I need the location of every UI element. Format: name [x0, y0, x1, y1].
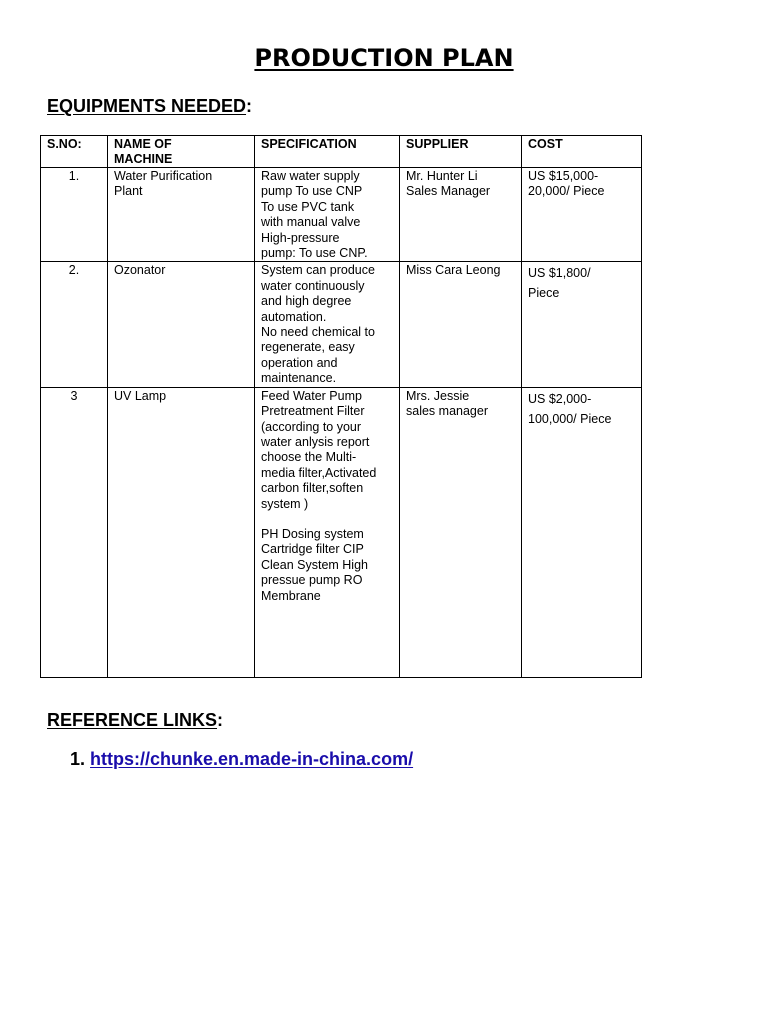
row-supplier: Miss Cara Leong	[400, 262, 522, 387]
row-supplier: Mrs. Jessie sales manager	[400, 387, 522, 677]
row-supplier: Mr. Hunter Li Sales Manager	[400, 168, 522, 262]
row-specification: System can produce water continuously and high degree automation. No need chemical to regenerate, easy operation and maintenance.	[255, 262, 400, 387]
row-cost: US $2,000- 100,000/ Piece	[522, 387, 642, 677]
specification-part-2: PH Dosing system Cartridge filter CIP Clean System High pressue pump RO Membrane	[261, 526, 368, 603]
equipment-section-heading	[47, 96, 252, 117]
column-header-cost: COST	[522, 136, 642, 168]
row-sno: 1.	[41, 168, 108, 262]
column-header-supplier: SUPPLIER	[400, 136, 522, 168]
link-number: 1.	[70, 749, 86, 769]
row-machine-name: Water Purification Plant	[108, 168, 255, 262]
equipment-heading-text: EQUIPMENTS NEEDED	[47, 96, 247, 116]
equipment-heading-colon: :	[246, 96, 253, 116]
reference-heading-text: REFERENCE LINKS	[47, 710, 218, 730]
table-row	[41, 387, 642, 677]
list-item	[70, 749, 413, 770]
row-specification	[255, 387, 400, 677]
reference-links-list	[70, 749, 413, 770]
column-header-sno: S.NO:	[41, 136, 108, 168]
row-sno: 2.	[41, 262, 108, 387]
row-cost: US $1,800/ Piece	[522, 262, 642, 387]
row-machine-name: UV Lamp	[108, 387, 255, 677]
table-row	[41, 262, 642, 387]
table-header-row	[41, 136, 642, 168]
row-specification: Raw water supply pump To use CNP To use PVC tank with manual valve High-pressure pump: To use CNP.	[255, 168, 400, 262]
reference-link[interactable]: https://chunke.en.made-in-china.com/	[90, 749, 414, 769]
specification-part-1: Feed Water Pump Pretreatment Filter (according to your water anlysis report choose the Multi- media filter,Activated carbon filter,soften system )	[261, 388, 377, 511]
column-header-specification: SPECIFICATION	[255, 136, 400, 168]
equipment-table	[40, 135, 642, 678]
reference-heading-colon: :	[217, 710, 224, 730]
reference-section-heading	[47, 710, 223, 731]
page-title: PRODUCTION PLAN	[254, 44, 514, 72]
row-sno: 3	[41, 387, 108, 677]
row-machine-name: Ozonator	[108, 262, 255, 387]
table-row	[41, 168, 642, 262]
column-header-name: NAME OF MACHINE	[108, 136, 255, 168]
row-cost: US $15,000- 20,000/ Piece	[522, 168, 642, 262]
